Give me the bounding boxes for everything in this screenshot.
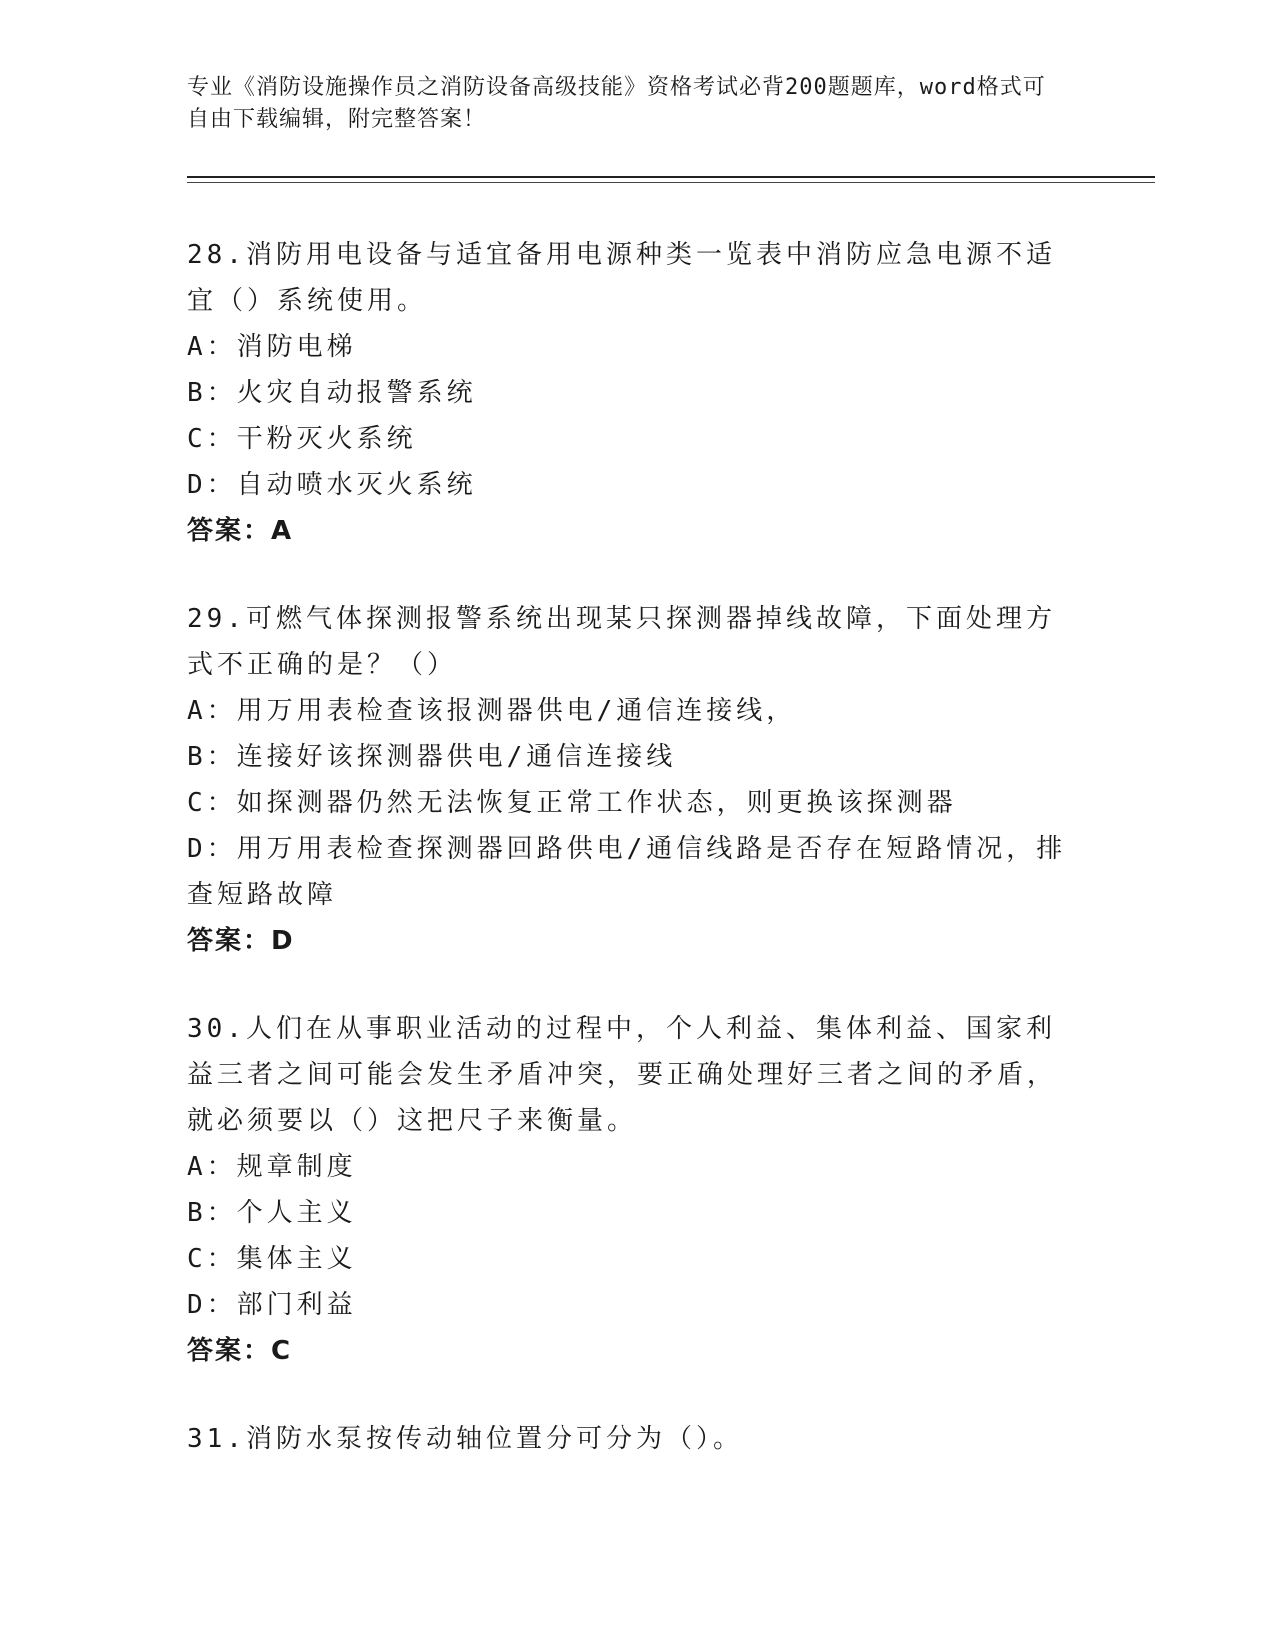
question-text: 30.人们在从事职业活动的过程中，个人利益、集体利益、国家利益三者之间可能会发生矛盾冲突，要正确处理好三者之间的矛盾，就必须要以（）这把尺子来衡量。: [187, 1014, 1058, 1136]
option-d: D：用万用表检查探测器回路供电/通信线路是否存在短路情况，排查短路故障: [187, 834, 1067, 910]
option-c: C：集体主义: [187, 1244, 357, 1274]
option-a: A：消防电梯: [187, 332, 357, 362]
option-a: A：用万用表检查该报测器供电/通信连接线，: [187, 696, 797, 726]
header-divider-thick: [187, 176, 1155, 178]
question-text: 29.可燃气体探测报警系统出现某只探测器掉线故障，下面处理方式不正确的是？（）: [187, 604, 1056, 680]
option-c: C：如探测器仍然无法恢复正常工作状态，则更换该探测器: [187, 788, 957, 818]
question-text: 28.消防用电设备与适宜备用电源种类一览表中消防应急电源不适宜（）系统使用。: [187, 240, 1056, 316]
answer: 答案：A: [187, 516, 294, 546]
question-text: 31.消防水泵按传动轴位置分可分为（）。: [187, 1424, 743, 1454]
option-d: D：部门利益: [187, 1290, 357, 1320]
answer: 答案：C: [187, 1336, 293, 1366]
answer: 答案：D: [187, 926, 295, 956]
option-a: A：规章制度: [187, 1152, 357, 1182]
option-c: C：干粉灭火系统: [187, 424, 417, 454]
question-31: [187, 1416, 1077, 1462]
option-d: D：自动喷水灭火系统: [187, 470, 477, 500]
header-divider-thin: [187, 182, 1155, 183]
question-list: [187, 232, 1077, 1504]
question-29: [187, 596, 1077, 964]
option-b: B：连接好该探测器供电/通信连接线: [187, 742, 677, 772]
option-b: B：个人主义: [187, 1198, 357, 1228]
option-b: B：火灾自动报警系统: [187, 378, 477, 408]
document-header: 专业《消防设施操作员之消防设备高级技能》资格考试必背200题题库，word格式可自由下载编辑，附完整答案！: [187, 75, 1046, 132]
question-28: [187, 232, 1077, 554]
question-30: [187, 1006, 1077, 1374]
